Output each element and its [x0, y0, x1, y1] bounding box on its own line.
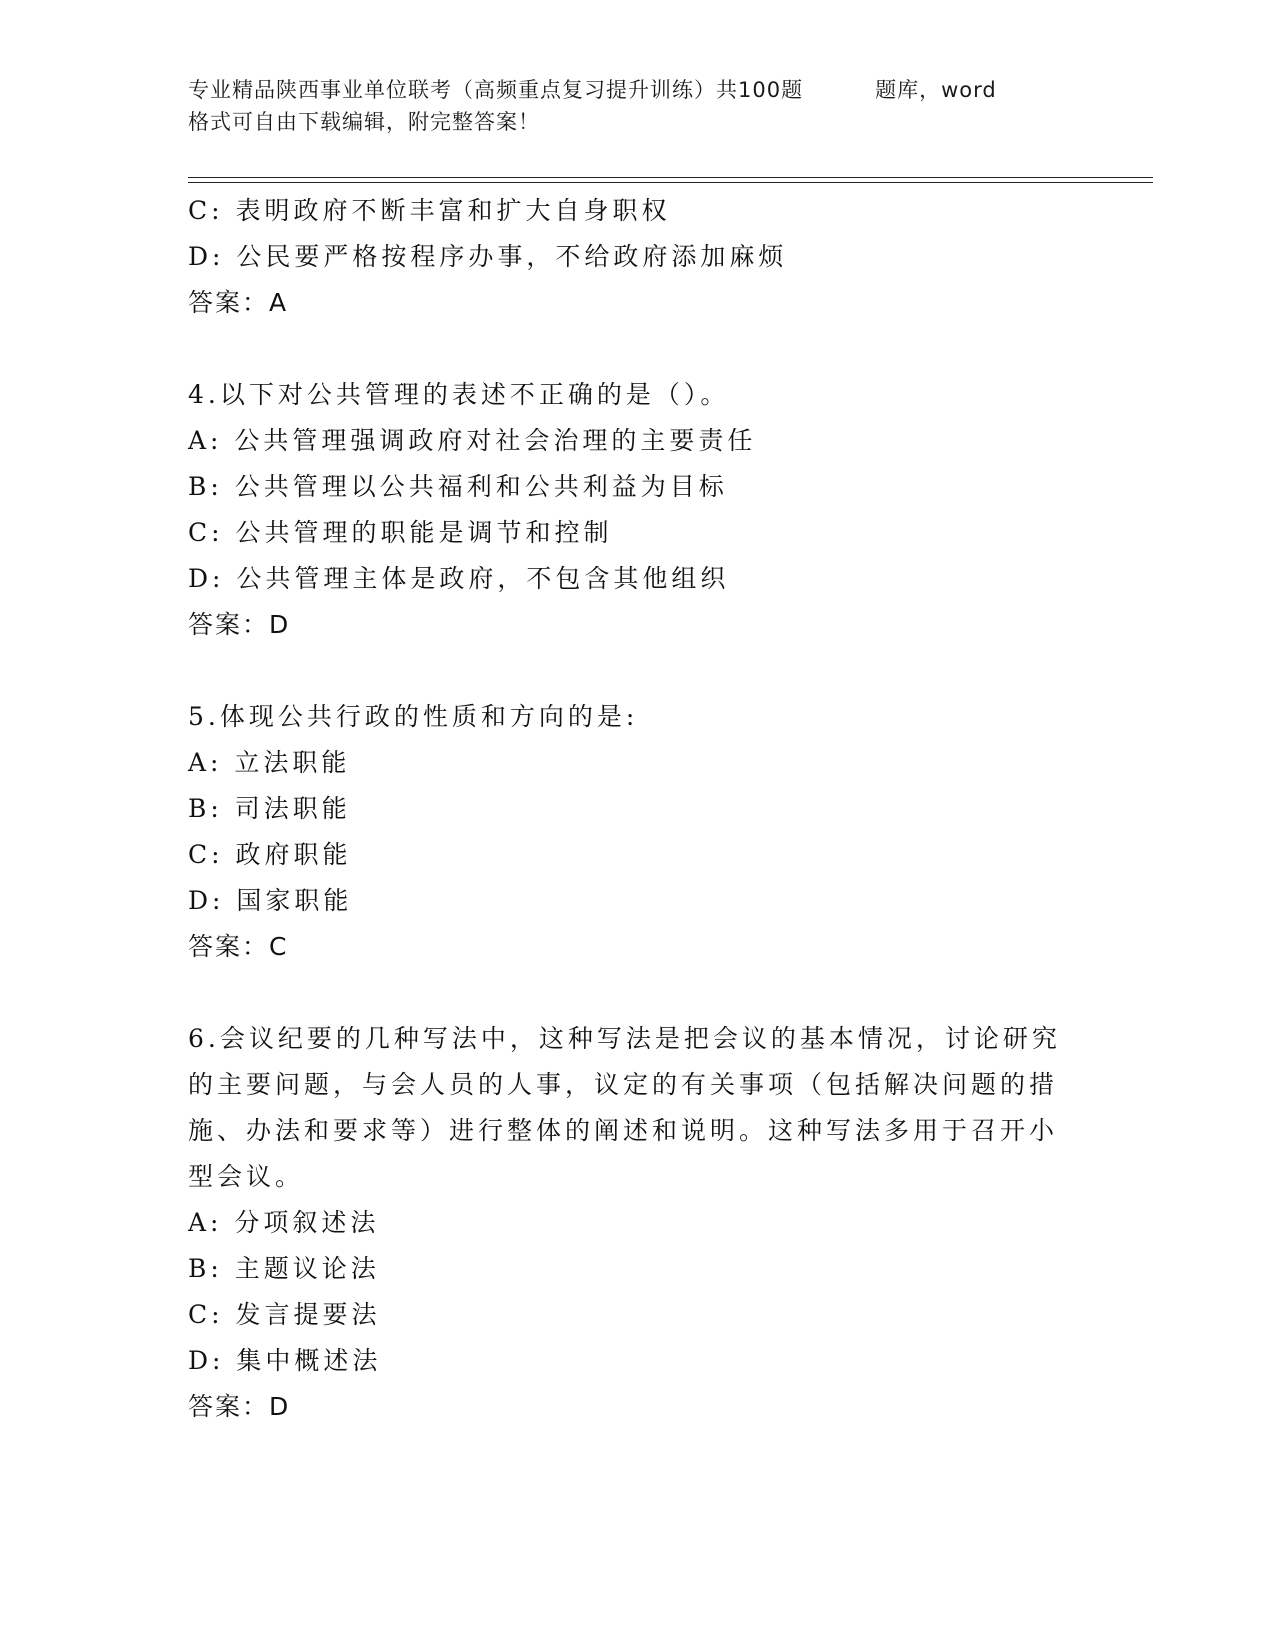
- question-stem-line-2: 的主要问题，与会人员的人事，议定的有关事项（包括解决问题的措: [188, 1070, 1059, 1099]
- question-stem-line-4: 型会议。: [188, 1162, 305, 1191]
- answer: 答案：D: [188, 610, 291, 639]
- question-3-tail: [188, 188, 1088, 326]
- question-stem-line-3: 施、办法和要求等）进行整体的阐述和说明。这种写法多用于召开小: [188, 1116, 1059, 1145]
- option-b: B: 公共管理以公共福利和公共利益为目标: [188, 472, 728, 501]
- question-4: [188, 372, 1088, 648]
- answer: 答案：D: [188, 1392, 291, 1421]
- question-list: [188, 188, 1088, 1430]
- answer: 答案：C: [188, 932, 289, 961]
- header-line-1: [188, 74, 1108, 106]
- option-a: A: 立法职能: [188, 748, 351, 777]
- header-divider-top: [188, 177, 1153, 178]
- option-d: D: 公共管理主体是政府，不包含其他组织: [188, 564, 730, 593]
- option-d: D: 集中概述法: [188, 1346, 382, 1375]
- answer: 答案：A: [188, 288, 289, 317]
- option-a: A: 公共管理强调政府对社会治理的主要责任: [188, 426, 757, 455]
- question-5: [188, 694, 1088, 970]
- header-title: 专业精品陕西事业单位联考（高频重点复习提升训练）共100题: [188, 78, 804, 102]
- header-line-2: 格式可自由下载编辑，附完整答案！: [188, 110, 540, 134]
- option-b: B: 司法职能: [188, 794, 351, 823]
- option-c: C: 政府职能: [188, 840, 352, 869]
- option-d: D: 国家职能: [188, 886, 353, 915]
- option-c: C: 公共管理的职能是调节和控制: [188, 518, 613, 547]
- page-header: [188, 74, 1108, 138]
- spacer: [188, 970, 1088, 1016]
- header-divider-bottom: [188, 182, 1153, 183]
- header-title-suffix: 题库，word: [875, 78, 997, 102]
- question-stem-line-1: 6.会议纪要的几种写法中，这种写法是把会议的基本情况，讨论研究: [188, 1024, 1061, 1053]
- option-c: C: 表明政府不断丰富和扩大自身职权: [188, 196, 671, 225]
- option-c: C: 发言提要法: [188, 1300, 381, 1329]
- option-a: A: 分项叙述法: [188, 1208, 380, 1237]
- option-d: D: 公民要严格按程序办事，不给政府添加麻烦: [188, 242, 788, 271]
- question-stem: 4.以下对公共管理的表述不正确的是（）。: [188, 380, 730, 409]
- question-stem: 5.体现公共行政的性质和方向的是:: [188, 702, 639, 731]
- spacer: [188, 648, 1088, 694]
- question-6: [188, 1016, 1088, 1430]
- spacer: [188, 326, 1088, 372]
- option-b: B: 主题议论法: [188, 1254, 380, 1283]
- header-gap: [803, 74, 875, 106]
